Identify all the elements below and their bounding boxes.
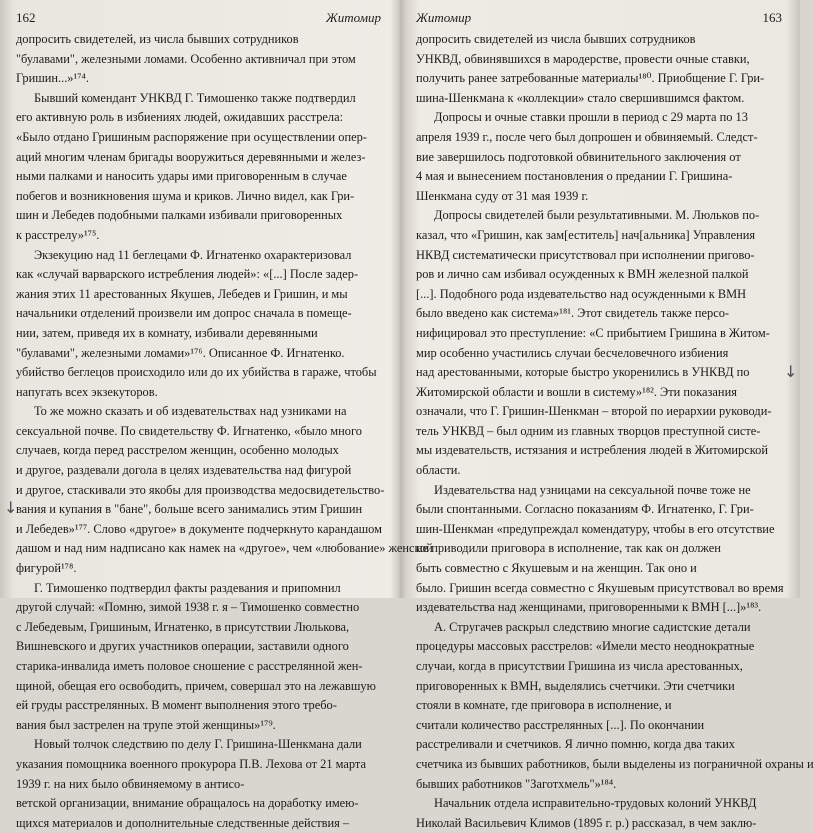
- text-line: Вишневского и других участников операции, заставили одного: [16, 639, 349, 654]
- text-line: Издевательства над узницами на сексуальной почве тоже не: [434, 482, 751, 497]
- text-line: и другое, стаскивали это якобы для производства медосвидетельство-: [16, 482, 385, 497]
- text-line: жания этих 11 арестованных Якушев, Лебедев и Гришин, и мы: [16, 286, 348, 301]
- right-running-head: Житомир: [416, 10, 472, 25]
- text-line: "булавами", железными ломами»¹⁷⁶. Описанное Ф. Игнатенко.: [16, 345, 345, 360]
- text-line: ными палками и наносить удары ими приговоренным в случае: [16, 169, 347, 184]
- right-page-number: 163: [762, 10, 782, 25]
- text-line: расстреливали и счетчиков. Я лично помню, когда два таких: [416, 737, 735, 752]
- text-line: считали количество расстрелянных [...]. По окончании: [416, 717, 705, 732]
- text-line: счетчика из бывших работников, были выделены из пограничной охраны и: [416, 756, 814, 771]
- text-line: допросить свидетелей из числа бывших сотрудников: [416, 32, 696, 46]
- text-line: Шенкмана суду от 31 мая 1939 г.: [416, 188, 589, 203]
- right-page: [416, 8, 814, 830]
- text-line: бывших работников "Заготхмель"»¹⁸⁴.: [416, 776, 617, 791]
- text-line: щиной, обещая его освободить, причем, совершал это на лежавшую: [16, 678, 376, 693]
- text-line: как «случай варварского истребления людей»: «[...] После задер-: [16, 267, 359, 282]
- text-line: нии, затем, приведя их в комнату, избивали деревянными: [16, 325, 318, 340]
- text-line: сексуальной почве. По свидетельству Ф. Игнатенко, «было много: [16, 423, 362, 438]
- text-line: Г. Тимошенко подтвердил факты раздевания и припомнил: [34, 580, 341, 595]
- text-line: «Было отдано Гришиным распоряжение при осуществлении опер-: [16, 129, 367, 144]
- text-line: с Лебедевым, Гришиным, Игнатенко, в присутствии Люлькова,: [16, 619, 350, 634]
- text-line: апреля 1939 г., после чего был допрошен и обвиняемый. Следст-: [416, 129, 758, 144]
- text-line: начальники отделений произвели им допрос сначала в помеще-: [16, 306, 352, 321]
- text-line: указания помощника военного прокурора П.В. Лехова от 21 марта: [16, 756, 366, 771]
- text-line: приговоренных к ВМН, выделялись счетчики. Эти счетчики: [416, 678, 735, 693]
- text-line: ей груды расстрелянных. В момент выполнения этого требо-: [16, 698, 337, 713]
- text-line: А. Стругачев раскрыл следствию многие садистские детали: [434, 619, 751, 634]
- text-line: НКВД систематически присутствовал при исполнении пригово-: [416, 247, 755, 262]
- text-line: 1939 г. на них было обвиняемому в антисо-: [16, 776, 245, 791]
- text-line: над арестованными, которые быстро укоренились в УНКВД по: [416, 365, 750, 380]
- text-line: [...]. Подобного рода издевательство над осужденными к ВМН: [416, 286, 747, 301]
- text-line: было. Гришин всегда совместно с Якушевым присутствовал во время: [416, 580, 784, 595]
- text-line: Николай Васильевич Климов (1895 г. р.) рассказал, в чем заклю-: [416, 815, 757, 830]
- text-line: шина-Шенкмана к «коллекции» стало свершившимся фактом.: [416, 90, 745, 105]
- text-line: были спонтанными. Согласно показаниям Ф. Игнатенко, Г. Гри-: [416, 502, 754, 517]
- text-line: УНКВД, обвинявшихся в мародерстве, провести очные ставки,: [416, 51, 750, 66]
- text-line: шин и Лебедев подобными палками избивали приговоренных: [16, 208, 343, 223]
- text-line: побегов и возникновения шума и криков. Лично видел, как Гри-: [16, 188, 355, 203]
- text-line: ров и лично сам избивал осужденных к ВМН железной палкой: [416, 267, 749, 282]
- text-line: старика-инвалида иметь половое сношение с расстрелянной жен-: [16, 659, 363, 673]
- text-line: дашом и над ним надписано как намек на «другое», чем «любование» женской: [16, 541, 433, 556]
- text-line: Экзекуцию над 11 беглецами Ф. Игнатенко охарактеризовал: [34, 247, 352, 262]
- text-line: тель УНКВД – был одним из главных творцов преступной систе-: [416, 423, 761, 438]
- text-line: Бывший комендант УНКВД Г. Тимошенко также подтвердил: [34, 90, 356, 105]
- left-page-body: [16, 30, 433, 833]
- text-line: Гришин...»¹⁷⁴.: [16, 71, 89, 86]
- text-line: другой случай: «Помню, зимой 1938 г. я – Тимошенко совместно: [16, 600, 360, 615]
- text-line: Допросы свидетелей были результативными. М. Люльков по-: [434, 208, 760, 223]
- left-page-header: [16, 8, 381, 28]
- text-line: к расстрелу»¹⁷⁵.: [16, 227, 100, 242]
- text-line: означали, что Г. Гришин-Шенкман – второй по иерархии руководи-: [416, 404, 772, 419]
- text-line: ветской организации, внимание обращалось на доработку имею-: [16, 796, 359, 811]
- text-line: 4 мая и вынесением постановления о предании Г. Гришина-: [416, 169, 733, 184]
- text-line: и другое, раздевали догола в целях издевательства над фигурой: [16, 463, 352, 478]
- text-line: вие завершилось подготовкой обвинительного заключения от: [416, 149, 741, 164]
- text-line: его активную роль в избиениях людей, ожидавших расстрела:: [16, 110, 344, 125]
- text-line: вания и купания в "бане", больше всего занимались этим Гришин: [16, 502, 363, 517]
- right-pencil-mark: ↓: [784, 362, 798, 381]
- text-line: процедуры массовых расстрелов: «Имели место неоднократные: [416, 639, 755, 654]
- left-running-head: Житомир: [325, 10, 381, 25]
- text-line: издевательства над женщинами, приговоренными к ВМН [...]»¹⁸³.: [416, 600, 762, 615]
- text-line: щихся материалов и дополнительные следственные действия –: [16, 815, 350, 830]
- text-line: "булавами", железными ломами. Особенно активничал при этом: [16, 51, 356, 66]
- text-line: Допросы и очные ставки прошли в период с 29 марта по 13: [434, 110, 748, 125]
- text-line: быть совместно с Якушевым и на женщин. Так оно и: [416, 561, 697, 576]
- left-pencil-mark: ↓: [4, 498, 18, 517]
- left-page: [16, 8, 433, 830]
- text-line: мир особенно участились случаи бесчеловечного избиения: [416, 345, 729, 360]
- text-line: случаи, когда в присутствии Гришина из числа арестованных,: [416, 659, 743, 673]
- text-line: было введено как система»¹⁸¹. Этот свидетель также персо-: [416, 306, 730, 321]
- text-line: аций многим членам бригады вооружиться деревянными и желез-: [16, 149, 366, 164]
- text-line: убийство беглецов происходило или до их убийства в гараже, чтобы: [16, 365, 377, 380]
- text-line: шин-Шенкман «предупреждал комендатуру, чтобы в его отсутствие: [416, 521, 775, 536]
- text-line: нифицировал это преступление: «С прибытием Гришина в Житом-: [416, 325, 770, 340]
- text-line: То же можно сказать и об издевательствах над узниками на: [34, 404, 347, 419]
- text-line: области.: [416, 463, 461, 478]
- text-line: казал, что «Гришин, как зам[еститель] нач[альника] Управления: [416, 227, 756, 242]
- text-line: случаев, когда перед расстрелом женщин, особенно молодых: [16, 443, 339, 458]
- left-page-number: 162: [16, 10, 36, 25]
- text-line: Начальник отдела исправительно-трудовых колоний УНКВД: [434, 796, 757, 811]
- text-line: не приводили приговора в исполнение, так как он должен: [416, 541, 721, 556]
- text-line: стояли в комнате, где приговора в исполнение, и: [416, 698, 672, 713]
- text-line: допросить свидетелей, из числа бывших сотрудников: [16, 32, 299, 46]
- text-line: получить ранее затребованные материалы¹⁸⁰. Приобщение Г. Гри-: [416, 71, 765, 86]
- right-page-body: [416, 30, 814, 833]
- text-line: Житомирской области и вошли в систему»¹⁸². Эти показания: [416, 384, 737, 399]
- right-page-header: [416, 8, 782, 28]
- text-line: напугать всех экзекуторов.: [16, 384, 158, 399]
- text-line: вания был застрелен на трупе этой женщины»¹⁷⁹.: [16, 717, 276, 732]
- text-line: фигурой¹⁷⁸.: [16, 561, 77, 576]
- text-line: Новый толчок следствию по делу Г. Гришина-Шенкмана дали: [34, 737, 362, 752]
- text-line: и Лебедев»¹⁷⁷. Слово «другое» в документе подчеркнуто карандашом: [16, 521, 382, 536]
- text-line: мы издевательств, истязания и истребления людей в Житомирской: [416, 443, 768, 458]
